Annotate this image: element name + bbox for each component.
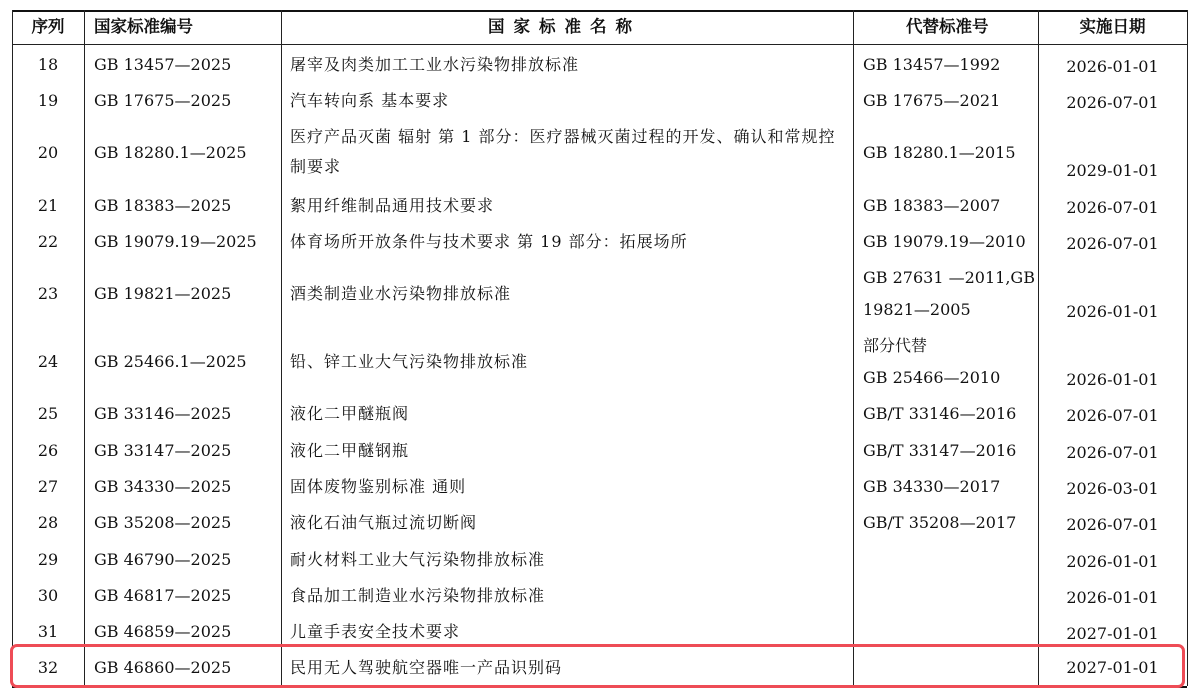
row-date: 2026-01-01 xyxy=(1066,370,1159,389)
row-name: 液化二甲醚瓶阀 xyxy=(290,404,410,423)
row-name: 絮用纤维制品通用技术要求 xyxy=(290,196,495,215)
row-name: 体育场所开放条件与技术要求 第 19 部分：拓展场所 xyxy=(290,232,688,251)
row-date: 2029-01-01 xyxy=(1066,161,1159,180)
row-name: 民用无人驾驶航空器唯一产品识别码 xyxy=(290,658,563,677)
row-replace: GB 34330—2017 xyxy=(863,477,1001,496)
row-number: GB 46860—2025 xyxy=(94,658,232,677)
row-date: 2026-01-01 xyxy=(1066,57,1159,76)
row-number: GB 34330—2025 xyxy=(94,477,232,496)
row-name: 耐火材料工业大气污染物排放标准 xyxy=(290,550,546,569)
row-date: 2026-07-01 xyxy=(1066,198,1159,217)
row-number: GB 19079.19—2025 xyxy=(94,232,257,251)
column-divider xyxy=(281,10,282,686)
column-divider xyxy=(12,10,13,686)
column-divider xyxy=(84,10,85,686)
row-replace: GB 19079.19—2010 xyxy=(863,232,1026,251)
row-number: GB 46790—2025 xyxy=(94,550,232,569)
header-number: 国家标准编号 xyxy=(94,17,193,36)
row-seq: 30 xyxy=(37,586,59,605)
row-name: 液化石油气瓶过流切断阀 xyxy=(290,513,478,532)
row-name: 铅、锌工业大气污染物排放标准 xyxy=(290,352,529,371)
row-number: GB 18280.1—2025 xyxy=(94,143,247,162)
row-seq: 27 xyxy=(37,477,59,496)
row-date: 2026-03-01 xyxy=(1066,479,1159,498)
header-rule xyxy=(12,44,1187,45)
row-replace: GB/T 33146—2016 xyxy=(863,404,1017,423)
row-seq: 28 xyxy=(37,513,59,532)
row-replace: GB 18383—2007 xyxy=(863,196,1001,215)
row-date: 2026-07-01 xyxy=(1066,515,1159,534)
row-number: GB 46817—2025 xyxy=(94,586,232,605)
row-seq: 32 xyxy=(37,658,59,677)
row-seq: 31 xyxy=(37,622,59,641)
row-name: 医疗产品灭菌 辐射 第 1 部分：医疗器械灭菌过程的开发、确认和常规控制要求 xyxy=(290,127,836,176)
row-date: 2027-01-01 xyxy=(1066,658,1159,677)
row-number: GB 17675—2025 xyxy=(94,91,232,110)
row-replace: GB/T 33147—2016 xyxy=(863,441,1017,460)
row-replace: GB/T 35208—2017 xyxy=(863,513,1017,532)
row-date: 2026-01-01 xyxy=(1066,588,1159,607)
row-name: 液化二甲醚钢瓶 xyxy=(290,441,410,460)
row-number: GB 46859—2025 xyxy=(94,622,232,641)
row-replace: GB 17675—2021 xyxy=(863,91,1001,110)
row-name: 汽车转向系 基本要求 xyxy=(290,91,450,110)
header-date: 实施日期 xyxy=(1079,17,1146,36)
row-seq: 25 xyxy=(37,404,59,423)
row-number: GB 35208—2025 xyxy=(94,513,232,532)
table-top-rule xyxy=(12,10,1187,12)
row-number: GB 25466.1—2025 xyxy=(94,352,247,371)
row-seq: 29 xyxy=(37,550,59,569)
row-date: 2026-01-01 xyxy=(1066,552,1159,571)
row-date: 2026-07-01 xyxy=(1066,443,1159,462)
row-seq: 18 xyxy=(37,55,59,74)
row-seq: 20 xyxy=(37,143,59,162)
header-seq: 序列 xyxy=(31,17,65,36)
row-replace-line: GB 27631 —2011,GB xyxy=(863,268,1035,287)
row-date: 2026-07-01 xyxy=(1066,406,1159,425)
row-seq: 19 xyxy=(37,91,59,110)
row-seq: 21 xyxy=(37,196,59,215)
row-date: 2026-07-01 xyxy=(1066,234,1159,253)
row-seq: 24 xyxy=(37,352,59,371)
header-replace: 代替标准号 xyxy=(906,17,989,36)
row-number: GB 13457—2025 xyxy=(94,55,232,74)
row-name: 固体废物鉴别标准 通则 xyxy=(290,477,467,496)
row-name: 儿童手表安全技术要求 xyxy=(290,622,461,641)
row-replace-line: 19821—2005 xyxy=(863,300,971,319)
header-name: 国家标准名称 xyxy=(488,17,641,36)
row-highlight-box xyxy=(10,644,1185,688)
row-number: GB 19821—2025 xyxy=(94,284,232,303)
row-replace-line: GB 25466—2010 xyxy=(863,368,1001,387)
row-name: 食品加工制造业水污染物排放标准 xyxy=(290,586,546,605)
row-name: 屠宰及肉类加工工业水污染物排放标准 xyxy=(290,55,580,74)
column-divider xyxy=(1187,10,1188,686)
row-number: GB 33147—2025 xyxy=(94,441,232,460)
row-replace: GB 13457—1992 xyxy=(863,55,1001,74)
row-date: 2027-01-01 xyxy=(1066,624,1159,643)
row-date: 2026-07-01 xyxy=(1066,93,1159,112)
row-replace-line: 部分代替 xyxy=(863,336,928,355)
row-seq: 23 xyxy=(37,284,59,303)
row-seq: 26 xyxy=(37,441,59,460)
row-date: 2026-01-01 xyxy=(1066,302,1159,321)
row-number: GB 18383—2025 xyxy=(94,196,232,215)
row-seq: 22 xyxy=(37,232,59,251)
column-divider xyxy=(853,10,854,686)
row-number: GB 33146—2025 xyxy=(94,404,232,423)
row-name: 酒类制造业水污染物排放标准 xyxy=(290,284,512,303)
row-replace: GB 18280.1—2015 xyxy=(863,143,1016,162)
